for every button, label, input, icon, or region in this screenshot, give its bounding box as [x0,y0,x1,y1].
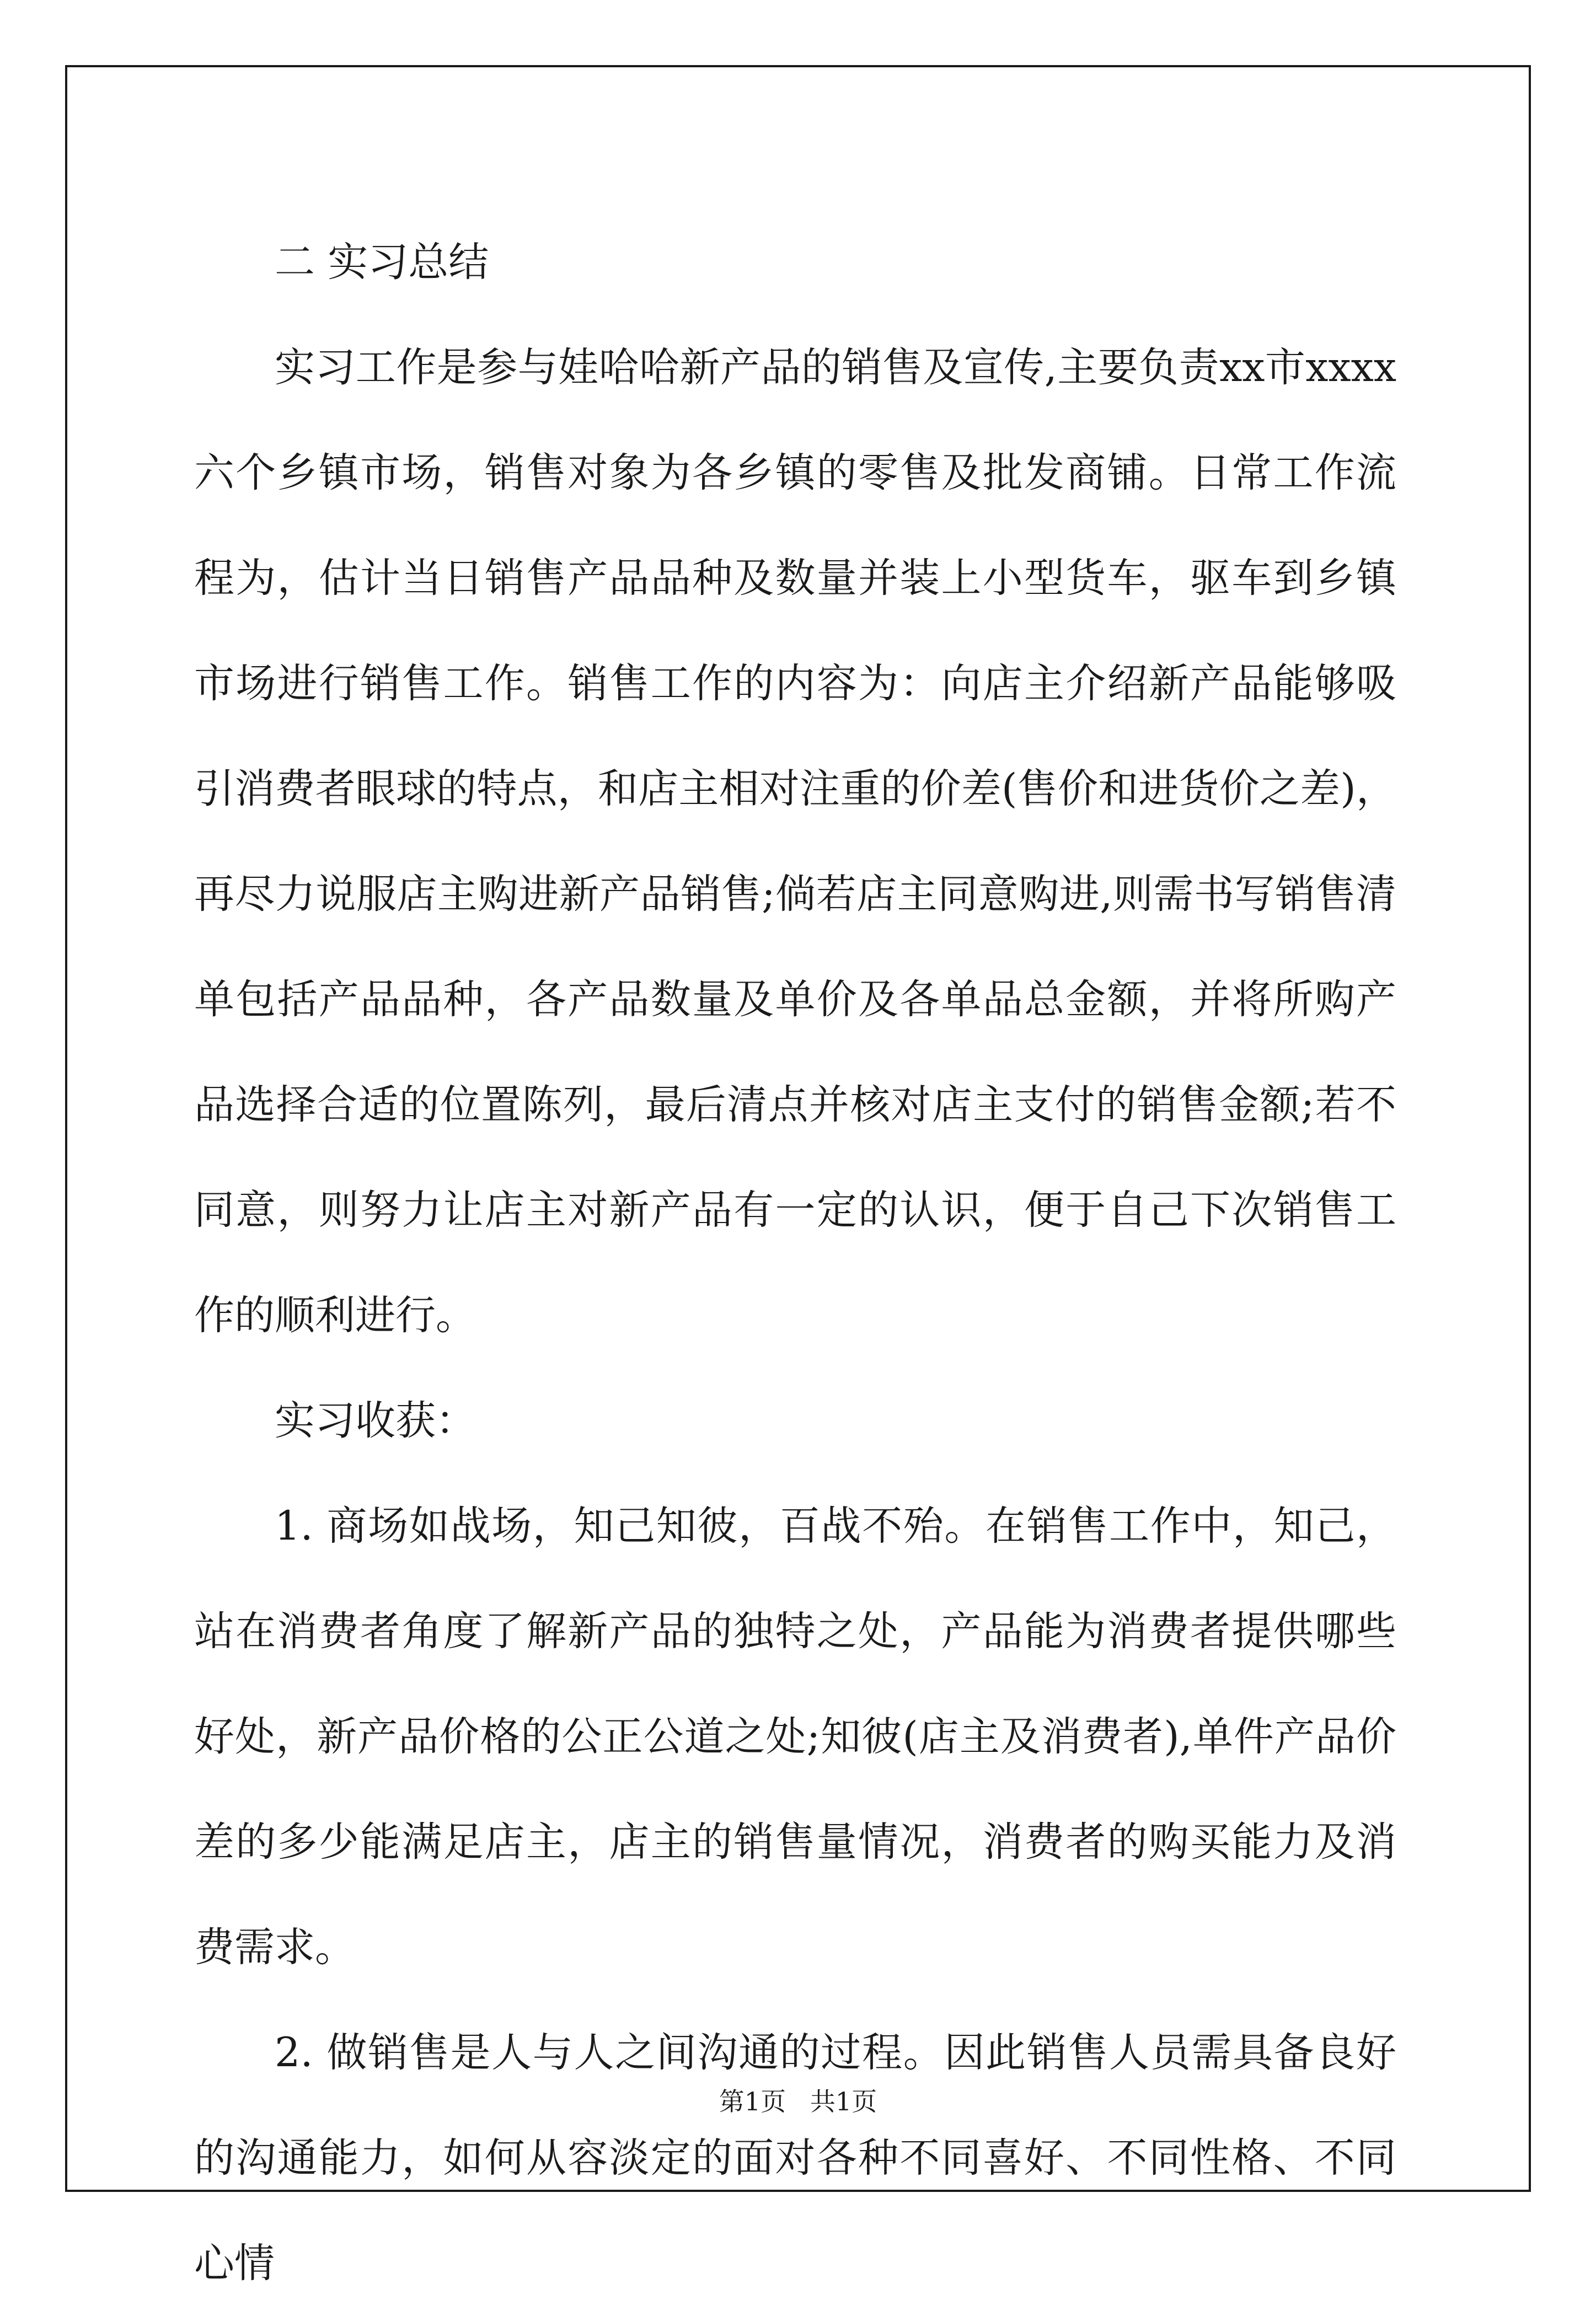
paragraph-work-description: 实习工作是参与娃哈哈新产品的销售及宣传,主要负责xx市xxxx六个乡镇市场，销售对象为各乡镇的零售及批发商铺。日常工作流程为，估计当日销售产品品种及数量并装上小型货车，驱车到乡镇市场进行销售工作。销售工作的内容为：向店主介绍新产品能够吸引消费者眼球的特点，和店主相对注重的价差(售价和进货价之差)，再尽力说服店主购进新产品销售;倘若店主同意购进,则需书写销售清单包括产品品种，各产品数量及单价及各单品总金额，并将所购产品选择合适的位置陈列，最后清点并核对店主支付的销售金额;若不同意，则努力让店主对新产品有一定的认识，便于自己下次销售工作的顺利进行。 [194,344,1396,1339]
paragraph-gain-2: 2. 做销售是人与人之间沟通的过程。因此销售人员需具备良好的沟通能力，如何从容淡定的面对各种不同喜好、不同性格、不同心情 [194,2029,1396,2287]
section-heading: 二 实习总结 [275,239,489,286]
paragraph-gain-1: 1. 商场如战场，知己知彼，百战不殆。在销售工作中，知己，站在消费者角度了解新产品的独特之处，产品能为消费者提供哪些好处，新产品价格的公正公道之处;知彼(店主及消费者),单件产品价差的多少能满足店主，店主的销售量情况，消费者的购买能力及消费需求。 [194,1503,1396,1971]
document-body [194,210,1396,2316]
paragraph-gains-title: 实习收获： [275,1397,476,1444]
page-footer: 第1页 共1页 [719,2087,877,2116]
